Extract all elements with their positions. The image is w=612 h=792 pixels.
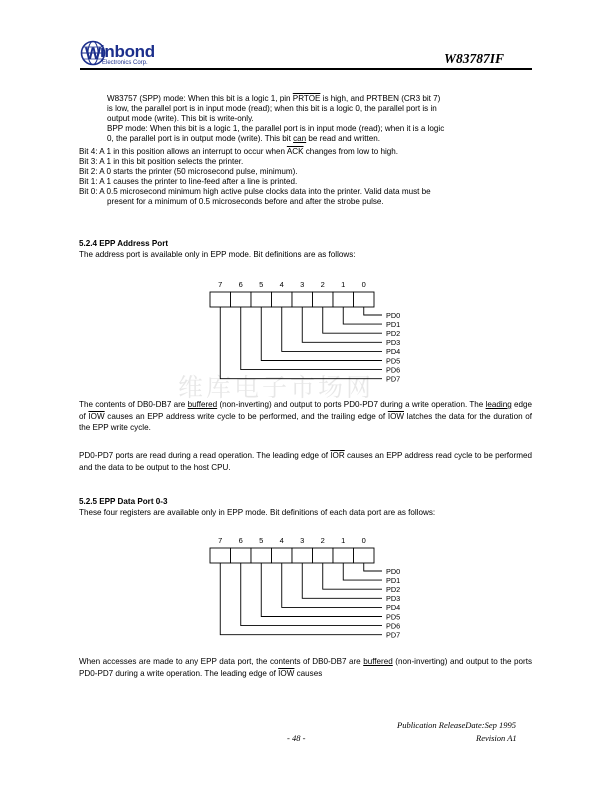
signal-line xyxy=(282,563,382,607)
bit-number-label: 5 xyxy=(259,536,264,545)
bit-number-label: 6 xyxy=(238,280,243,289)
bit-cell xyxy=(313,548,334,563)
bit-cell xyxy=(354,292,375,307)
section-intro-epp-address: The address port is available only in EPP mode. Bit definitions are as follows: xyxy=(79,250,356,259)
prtoe-signal: PRTOE xyxy=(292,94,321,103)
chip-name: W83787IF xyxy=(444,51,505,66)
iow-signal: $\overline{IOW}$ xyxy=(278,668,295,678)
bit-number-label: 0 xyxy=(361,536,366,545)
paragraph-epp-address-read: PD0-PD7 ports are read during a read operation. The leading edge of $\overline{IOR}$ causes an EPP address read cycle to be performed and the data to be output to the host CPU. xyxy=(79,451,533,472)
bit0-definition-cont: present for a minimum of 0.5 microseconds before and after the strobe pulse. xyxy=(107,197,384,206)
ior-signal: $\overline{IOR}$ xyxy=(330,451,345,460)
logo-subtext: Electronics Corp. xyxy=(102,60,148,66)
footer-release-date: Publication ReleaseDate:Sep 1995 xyxy=(397,720,516,730)
pin-label: PD1 xyxy=(386,575,401,585)
bit-cell xyxy=(251,292,272,307)
bit3-definition: Bit 3: A 1 in this bit position selects the printer. xyxy=(79,157,244,166)
bpp-line-1: BPP mode: When this bit is a logic 1, the parallel port is in input mode (read); when it is a logic xyxy=(107,124,445,133)
pin-label: PD6 xyxy=(386,365,401,375)
pin-label: PD6 xyxy=(386,621,401,631)
iow-signal: $\overline{IOW}$ xyxy=(88,411,105,421)
section-intro-epp-data: These four registers are available only in EPP mode. Bit definitions of each data port are as follows: xyxy=(79,508,436,517)
bit-cell xyxy=(272,548,293,563)
bit-diagram-data-port xyxy=(200,532,420,644)
section-heading-epp-address: 5.2.4 EPP Address Port xyxy=(79,239,169,248)
pin-label: PD7 xyxy=(386,374,401,384)
bit-number-label: 1 xyxy=(341,536,346,545)
pin-label: PD7 xyxy=(386,630,401,640)
signal-line xyxy=(343,307,382,324)
pin-label: PD5 xyxy=(386,356,401,366)
spp-line-2: is low, the parallel port is in input mode (read); when this bit is a logic 0, the parallel port is in xyxy=(107,104,437,113)
spp-line-3: output mode (write). This bit is write-only. xyxy=(107,114,254,123)
pin-label: PD5 xyxy=(386,612,401,622)
signal-line xyxy=(302,307,382,342)
bit1-definition: Bit 1: A 1 causes the printer to line-feed after a line is printed. xyxy=(79,177,298,186)
section-heading-epp-data: 5.2.5 EPP Data Port 0-3 xyxy=(79,497,168,506)
signal-line xyxy=(220,563,382,635)
bit-cell xyxy=(251,548,272,563)
signal-line xyxy=(302,563,382,598)
bit-number-label: 4 xyxy=(279,536,284,545)
bit-number-label: 6 xyxy=(238,536,243,545)
pin-label: PD4 xyxy=(386,603,401,613)
pin-label: PD4 xyxy=(386,347,401,357)
bit0-definition: Bit 0: A 0.5 microsecond minimum high active pulse clocks data into the printer. Valid data must be xyxy=(79,187,431,196)
bit-cell xyxy=(231,548,252,563)
pin-label: PD0 xyxy=(386,310,401,320)
bit-cell xyxy=(292,292,313,307)
footer-page-number: - 48 - xyxy=(287,733,306,743)
pin-label: PD1 xyxy=(386,319,401,329)
bit-cell xyxy=(272,292,293,307)
bit-number-label: 5 xyxy=(259,280,264,289)
bpp-line-2: 0, the parallel port is in output mode (write). This bit can be read and written. xyxy=(107,134,380,143)
bit-cell xyxy=(354,548,375,563)
signal-line xyxy=(282,307,382,351)
signal-line xyxy=(323,563,382,589)
pin-label: PD3 xyxy=(386,338,401,348)
svg-text:W: W xyxy=(84,44,102,63)
bit-cell xyxy=(313,292,334,307)
bit-number-label: 3 xyxy=(300,280,305,289)
logo-text: inbond xyxy=(100,42,155,61)
bit-cell xyxy=(333,292,354,307)
signal-line xyxy=(364,307,382,315)
iow-signal: $\overline{IOW}$ xyxy=(387,411,405,421)
bit-number-label: 2 xyxy=(320,536,325,545)
pin-label: PD3 xyxy=(386,594,401,604)
bit-number-label: 1 xyxy=(341,280,346,289)
footer-revision: Revision A1 xyxy=(476,733,517,743)
signal-line xyxy=(364,563,382,571)
paragraph-epp-data-write: When accesses are made to any EPP data port, the contents of DB0-DB7 are buffered (non-inverting) and output to the ports PD0-PD7 during a write operation. The leading edge of $\overline{IOW}$ causes xyxy=(79,657,532,678)
bit-cell xyxy=(231,292,252,307)
bit-number-label: 4 xyxy=(279,280,284,289)
header-rule xyxy=(80,68,532,70)
signal-line xyxy=(323,307,382,333)
watermark: 维库电子市场网 xyxy=(178,373,375,402)
signal-line xyxy=(343,563,382,580)
spp-line-1: W83757 (SPP) mode: When this bit is a logic 1, pin PRTOE is high, and PRTBEN (CR3 bit 7) xyxy=(107,94,441,103)
bit2-definition: Bit 2: A 0 starts the printer (50 microsecond pulse, minimum). xyxy=(79,167,298,176)
pin-label: PD2 xyxy=(386,585,401,594)
bit-number-label: 7 xyxy=(218,536,223,545)
pin-label: PD0 xyxy=(386,566,401,576)
bit-cell xyxy=(210,292,231,307)
bit-number-label: 2 xyxy=(320,280,325,289)
bit-number-label: 7 xyxy=(218,280,223,289)
paragraph-epp-address-write: The contents of DB0-DB7 are buffered (non-inverting) and output to ports PD0-PD7 during a write operation. The leading edge of $\overline{IOW}$ causes an EPP address write cycle to be performed, and the trailing edge of $\overline{IOW}$ latches the data for the duration of the EPP write cycle. xyxy=(79,400,533,432)
bit-cell xyxy=(333,548,354,563)
bit-number-label: 3 xyxy=(300,536,305,545)
bit-number-label: 0 xyxy=(361,280,366,289)
bit4-definition: Bit 4: A 1 in this position allows an interrupt to occur when $\overline{ACK}$ changes from low to high. xyxy=(79,147,398,156)
ack-signal: $\overline{ACK}$ xyxy=(286,147,304,156)
bit-cell xyxy=(210,548,231,563)
pin-label: PD2 xyxy=(386,329,401,338)
bit-cell xyxy=(292,548,313,563)
